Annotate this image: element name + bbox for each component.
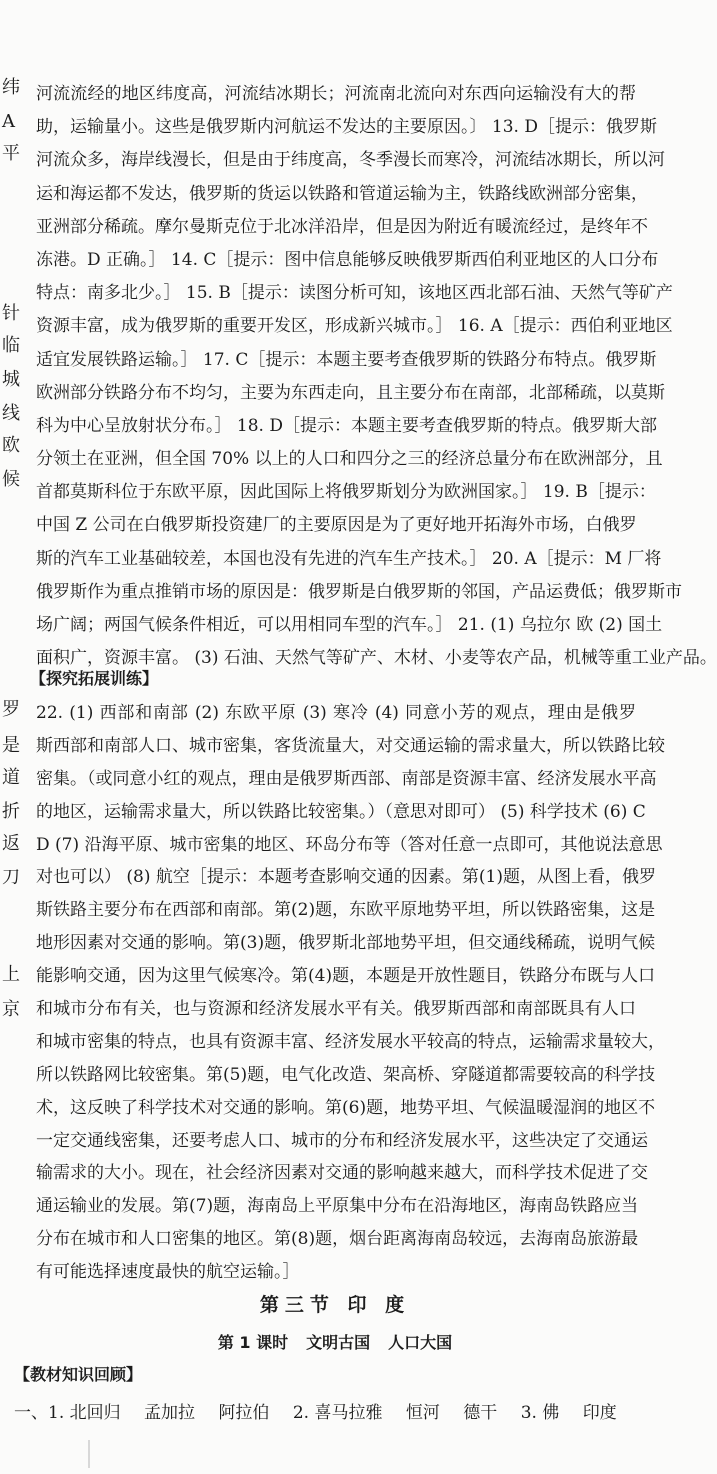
margin-char: 是 bbox=[2, 735, 20, 756]
margin-char: A bbox=[2, 111, 15, 132]
text-line: 河流众多，海岸线漫长，但是由于纬度高，冬季漫长而寒冷，河流结冰期长，所以河 bbox=[36, 150, 665, 171]
text-line: 助，运输量小。这些是俄罗斯内河航运不发达的主要原因。〕 13. D［提示：俄罗斯 bbox=[36, 117, 657, 138]
text-line: 面积广，资源丰富。 (3) 石油、天然气等矿产、木材、小麦等农产品，机械等重工业产品。 bbox=[36, 648, 717, 669]
margin-char: 折 bbox=[2, 801, 20, 822]
review-answers-line bbox=[14, 1398, 635, 1423]
textbook-review-heading: 【教材知识回顾】 bbox=[14, 1365, 143, 1384]
text-line: 能影响交通，因为这里气候寒冷。第(4)题，本题是开放性题目，铁路分布既与人口 bbox=[36, 966, 656, 987]
text-line: 首都莫斯科位于东欧平原，因此国际上将俄罗斯划分为欧洲国家。］ 19. B［提示： bbox=[36, 482, 656, 503]
margin-char: 返 bbox=[2, 833, 20, 854]
lesson-part-2: 人口大国 bbox=[388, 1333, 453, 1352]
text-line: 术，这反映了科学技术对交通的影响。第(6)题，地势平坦、气候温暖湿润的地区不 bbox=[36, 1097, 656, 1118]
text-line: 对也可以） (8) 航空［提示：本题考查影响交通的因素。第(1)题，从图上看，俄罗 bbox=[36, 867, 656, 888]
lesson-title bbox=[0, 1330, 670, 1353]
left-margin-fragments bbox=[0, 60, 24, 1060]
lesson-number: 第 1 课时 bbox=[217, 1333, 289, 1352]
margin-char: 临 bbox=[2, 335, 20, 356]
margin-char: 纬 bbox=[2, 77, 20, 98]
text-line: 和城市密集的特点，也具有资源丰富、经济发展水平较高的特点，运输需求量较大， bbox=[36, 1031, 665, 1052]
chapter-title: 第三节 印 度 bbox=[259, 1294, 411, 1316]
margin-char: 罗 bbox=[2, 699, 20, 720]
text-line: 的地区，运输需求量大，所以铁路比较密集。）（意思对即可） (5) 科学技术 (6) C bbox=[36, 801, 646, 822]
margin-char: 候 bbox=[2, 469, 20, 490]
text-line: 所以铁路网比较密集。第(5)题，电气化改造、架高桥、穿隧道都需要较高的科学技 bbox=[36, 1064, 656, 1085]
explore-training-heading: 【探究拓展训练】 bbox=[30, 669, 159, 688]
review-item: 恒河 bbox=[405, 1403, 440, 1423]
margin-char: 城 bbox=[2, 369, 20, 390]
text-line: 中国 Z 公司在白俄罗斯投资建厂的主要原因是为了更好地开拓海外市场，白俄罗 bbox=[36, 515, 637, 536]
margin-char: 欧 bbox=[2, 435, 20, 456]
text-line: 适宜发展铁路运输。］ 17. C［提示：本题主要考查俄罗斯的铁路分布特点。俄罗斯 bbox=[36, 349, 657, 370]
review-item: 德干 bbox=[463, 1403, 498, 1423]
text-line: 22. (1) 西部和南部 (2) 东欧平原 (3) 寒冷 (4) 同意小芳的观点，理由是俄罗 bbox=[36, 703, 636, 723]
review-item: 3. 佛 bbox=[520, 1403, 560, 1423]
text-line: 密集。（或同意小红的观点，理由是俄罗斯西部、南部是资源丰富、经济发展水平高 bbox=[36, 768, 657, 789]
margin-char: 线 bbox=[2, 403, 20, 424]
answers-block-13-21 bbox=[36, 78, 717, 675]
text-line: 一定交通线密集，还要考虑人口、城市的分布和经济发展水平，这些决定了交通运 bbox=[36, 1130, 648, 1151]
text-line: 斯铁路主要分布在西部和南部。第(2)题，东欧平原地势平坦，所以铁路密集，这是 bbox=[36, 900, 656, 921]
text-line: 俄罗斯作为重点推销市场的原因是：俄罗斯是白俄罗斯的邻国，产品运费低；俄罗斯市 bbox=[36, 581, 682, 602]
text-line: 特点：南多北少。］ 15. B［提示：读图分析可知，该地区西北部石油、天然气等矿产 bbox=[36, 283, 673, 304]
scan-artifact bbox=[88, 1440, 90, 1468]
text-line: 亚洲部分稀疏。摩尔曼斯克位于北冰洋沿岸，但是因为附近有暖流经过，是终年不 bbox=[36, 216, 648, 237]
text-line: 通运输业的发展。第(7)题，海南岛上平原集中分布在沿海地区，海南岛铁路应当 bbox=[36, 1196, 639, 1217]
text-line: 输需求的大小。现在，社会经济因素对交通的影响越来越大，而科学技术促进了交 bbox=[36, 1163, 648, 1184]
text-line: D (7) 沿海平原、城市密集的地区、环岛分布等（答对任意一点即可，其他说法意思 bbox=[36, 834, 663, 855]
review-item: 阿拉伯 bbox=[218, 1403, 270, 1423]
answers-block-22 bbox=[36, 697, 665, 1289]
text-line: 科为中心呈放射状分布。］ 18. D［提示：本题主要考查俄罗斯的特点。俄罗斯大部 bbox=[36, 415, 657, 436]
margin-char: 道 bbox=[2, 767, 20, 788]
margin-char: 上 bbox=[2, 964, 20, 985]
text-line: 斯的汽车工业基础较差，本国也没有先进的汽车生产技术。］ 20. A［提示：M 厂将 bbox=[36, 548, 662, 569]
text-line: 河流流经的地区纬度高，河流结冰期长；河流南北流向对东西向运输没有大的帮 bbox=[36, 84, 636, 104]
text-line: 运和海运都不发达，俄罗斯的货运以铁路和管道运输为主，铁路线欧洲部分密集， bbox=[36, 183, 648, 204]
review-item: 一、1. 北回归 bbox=[14, 1403, 121, 1423]
text-line: 分布在城市和人口密集的地区。第(8)题，烟台距离海南岛较远，去海南岛旅游最 bbox=[36, 1229, 639, 1250]
text-line: 冻港。D 正确。］ 14. C［提示：图中信息能够反映俄罗斯西伯利亚地区的人口分布 bbox=[36, 249, 659, 270]
text-line: 场广阔；两国气候条件相近，可以用相同车型的汽车。］ 21. (1) 乌拉尔 欧 (2) 国土 bbox=[36, 615, 663, 635]
margin-char: 京 bbox=[2, 999, 20, 1020]
review-item: 2. 喜马拉雅 bbox=[292, 1403, 383, 1423]
text-line: 斯西部和南部人口、城市密集，客货流量大，对交通运输的需求量大，所以铁路比较 bbox=[36, 735, 665, 756]
review-item: 孟加拉 bbox=[144, 1403, 196, 1423]
margin-char: 平 bbox=[2, 143, 20, 164]
text-line: 分领土在亚洲，但全国 70% 以上的人口和四分之三的经济总量分布在欧洲部分，且 bbox=[36, 449, 663, 470]
margin-char: 刀 bbox=[2, 867, 20, 888]
text-line: 欧洲部分铁路分布不均匀，主要为东西走向，且主要分布在南部，北部稀疏，以莫斯 bbox=[36, 382, 665, 403]
margin-char: 针 bbox=[2, 303, 20, 324]
text-line: 有可能选择速度最快的航空运输。］ bbox=[36, 1262, 300, 1283]
text-line: 和城市分布有关，也与资源和经济发展水平有关。俄罗斯西部和南部既具有人口 bbox=[36, 999, 636, 1020]
review-item: 印度 bbox=[582, 1403, 617, 1423]
lesson-part-1: 文明古国 bbox=[306, 1333, 371, 1352]
text-line: 地形因素对交通的影响。第(3)题，俄罗斯北部地势平坦，但交通线稀疏，说明气候 bbox=[36, 933, 656, 954]
text-line: 资源丰富，成为俄罗斯的重要开发区，形成新兴城市。］ 16. A［提示：西伯利亚地区 bbox=[36, 316, 673, 337]
